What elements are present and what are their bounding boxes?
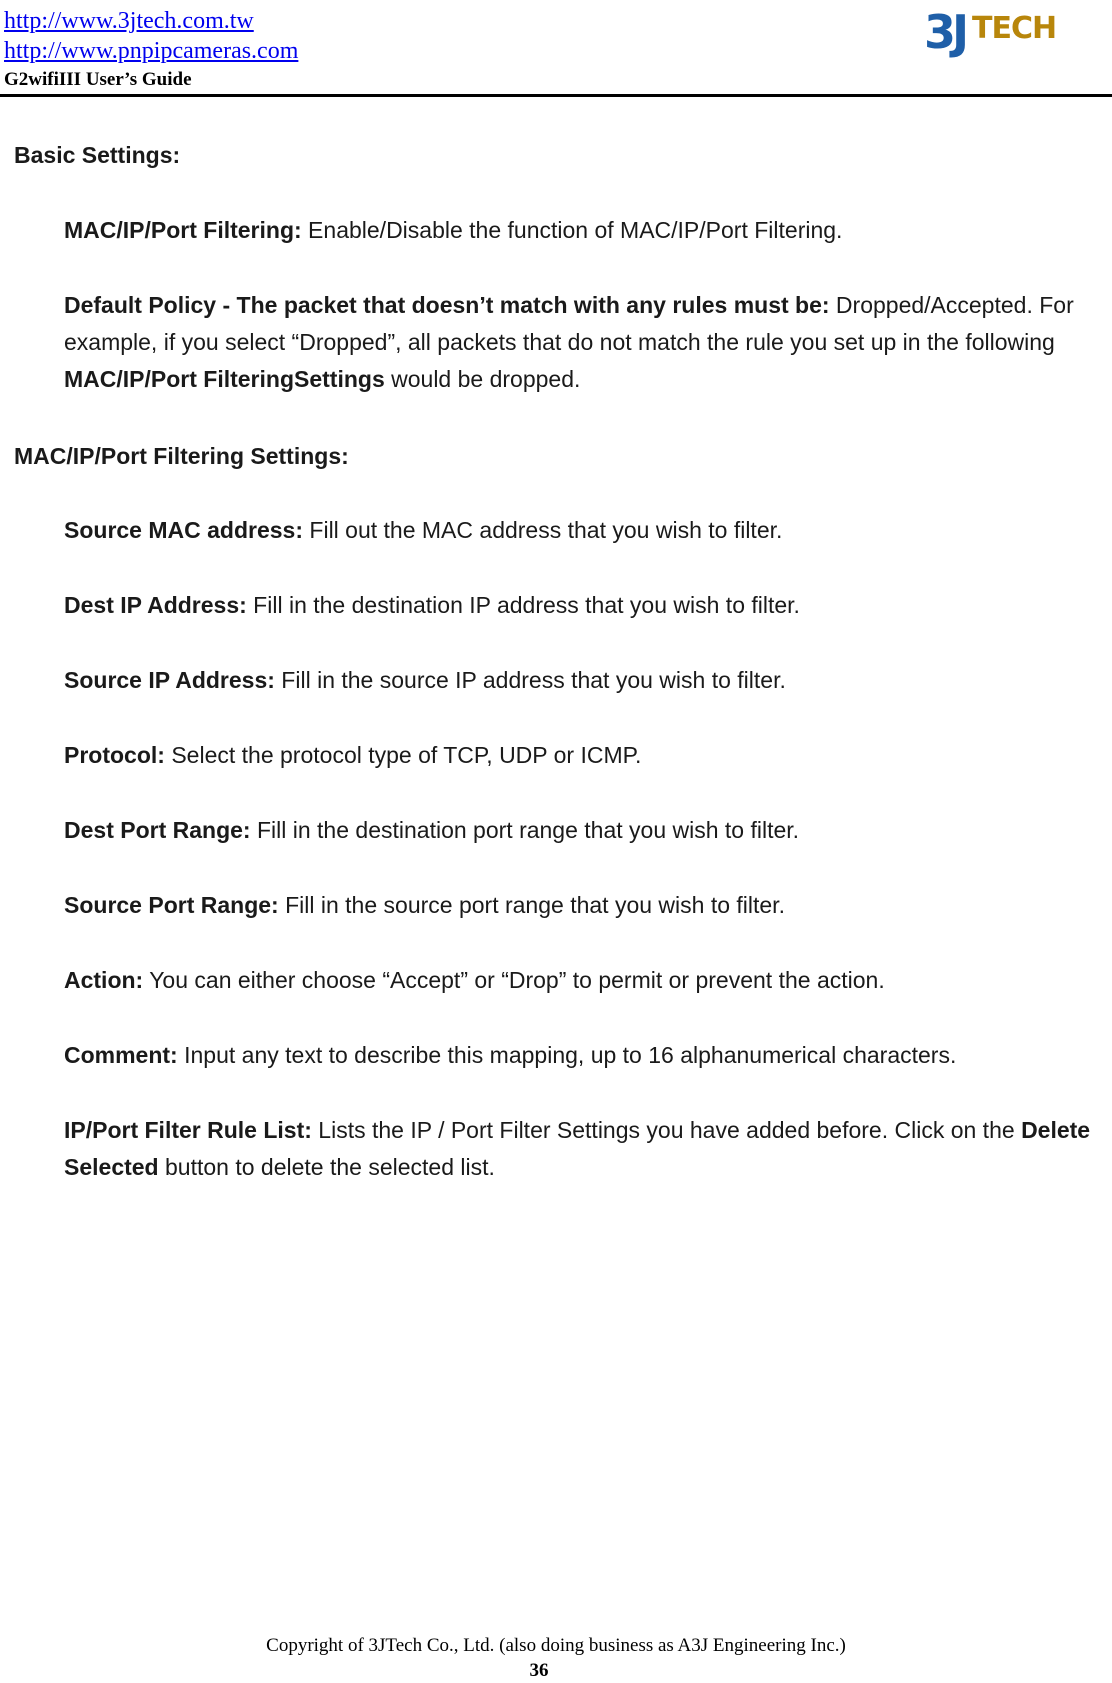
setting-default-policy <box>64 287 1110 398</box>
setting-mac-ip-port-filtering <box>64 212 1110 249</box>
setting-action <box>64 962 1110 999</box>
description: Input any text to describe this mapping, up to 16 alphanumerical characters. <box>177 1042 957 1068</box>
page-number: 36 <box>529 1660 549 1681</box>
header-link-pnpipcameras[interactable]: http://www.pnpipcameras.com <box>4 38 299 64</box>
3jtech-logo <box>920 0 1060 60</box>
setting-rule-list <box>64 1112 1110 1186</box>
svg-text:TECH: TECH <box>972 11 1057 46</box>
header-divider <box>0 94 1112 97</box>
term: Dest IP Address: <box>64 592 247 618</box>
setting-dest-port-range <box>64 812 1110 849</box>
term: Comment: <box>64 1042 178 1068</box>
setting-source-ip <box>64 662 1110 699</box>
setting-comment <box>64 1037 1110 1074</box>
settings-reference: MAC/IP/Port FilteringSettings <box>64 366 385 392</box>
filtering-settings-heading: MAC/IP/Port Filtering Settings: <box>14 443 349 469</box>
term: Source MAC address: <box>64 517 304 543</box>
term: Dest Port Range: <box>64 817 251 843</box>
description: Fill in the destination port range that you wish to filter. <box>250 817 800 843</box>
setting-source-mac <box>64 512 1110 549</box>
description-end: button to delete the selected list. <box>158 1154 495 1180</box>
header-link-3jtech[interactable]: http://www.3jtech.com.tw <box>4 8 254 34</box>
description-end: would be dropped. <box>384 366 581 392</box>
setting-source-port-range <box>64 887 1110 924</box>
term: Protocol: <box>64 742 165 768</box>
description: Fill in the source port range that you wish to filter. <box>278 892 785 918</box>
description: You can either choose “Accept” or “Drop” to permit or prevent the action. <box>143 967 885 993</box>
description: Fill in the destination IP address that you wish to filter. <box>246 592 800 618</box>
copyright-notice: Copyright of 3JTech Co., Ltd. (also doing business as A3J Engineering Inc.) <box>266 1635 846 1656</box>
term: Action: <box>64 967 144 993</box>
term: Source Port Range: <box>64 892 279 918</box>
setting-protocol <box>64 737 1110 774</box>
delete-selected-reference: Delete Selected <box>64 1117 1091 1180</box>
term: MAC/IP/Port Filtering: <box>64 217 302 243</box>
svg-text:3J: 3J <box>924 5 966 59</box>
term: IP/Port Filter Rule List: <box>64 1117 312 1143</box>
term: Source IP Address: <box>64 667 275 693</box>
description: Fill in the source IP address that you wish to filter. <box>274 667 786 693</box>
term: Default Policy - The packet that doesn’t match with any rules must be: <box>64 292 830 318</box>
setting-dest-ip <box>64 587 1110 624</box>
basic-settings-heading: Basic Settings: <box>14 142 181 168</box>
description: Fill out the MAC address that you wish to filter. <box>303 517 783 543</box>
description: Select the protocol type of TCP, UDP or ICMP. <box>164 742 642 768</box>
description: Enable/Disable the function of MAC/IP/Port Filtering. <box>301 217 843 243</box>
description: Lists the IP / Port Filter Settings you have added before. Click on the <box>311 1117 1022 1143</box>
description: Dropped/Accepted. For example, if you select “Dropped”, all packets that do not match the rule you set up in the following <box>64 292 1074 355</box>
guide-title: G2wifiIII User’s Guide <box>4 69 192 90</box>
